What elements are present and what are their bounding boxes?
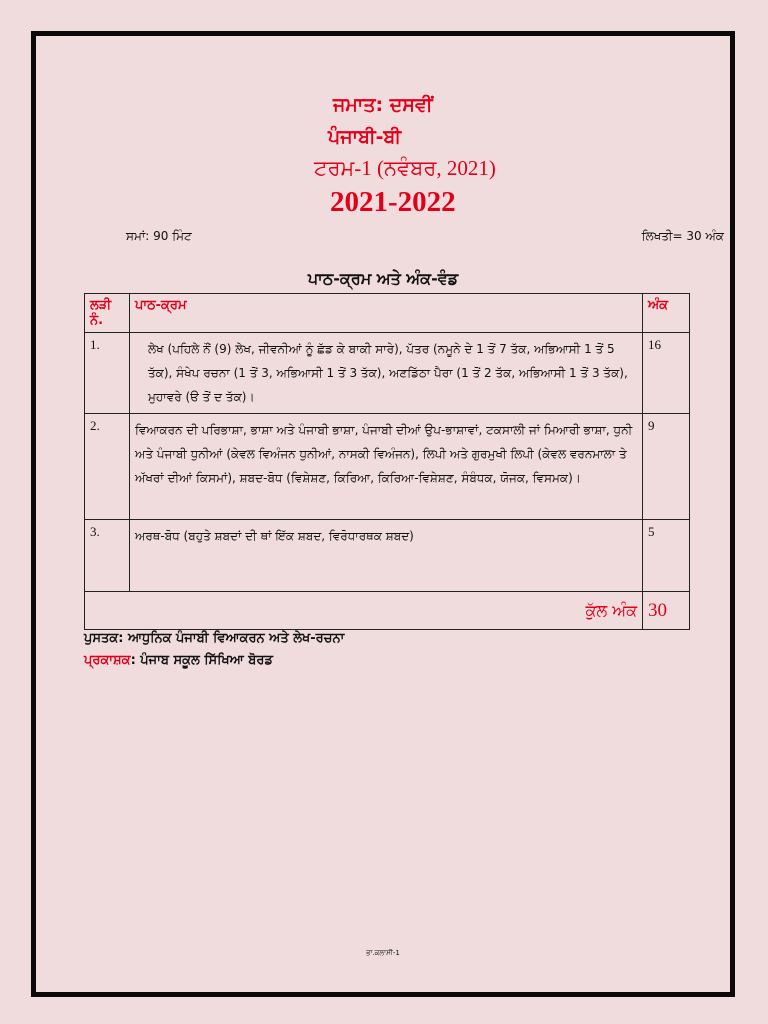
row-marks: 5 — [643, 520, 690, 592]
publisher-label: ਪ੍ਰਕਾਸ਼ਕ — [84, 653, 131, 668]
written-marks: ਲਿਖਤੀ= 30 ਅੰਕ — [641, 229, 724, 243]
table-row — [85, 333, 690, 414]
book-title: : ਆਧੁਨਿਕ ਪੰਜਾਬੀ ਵਿਆਕਰਨ ਅਤੇ ਲੇਖ-ਰਚਨਾ — [118, 631, 345, 646]
row-serial: 1. — [85, 333, 130, 414]
table-row — [85, 520, 690, 592]
publisher-name: : ਪੰਜਾਬ ਸਕੂਲ ਸਿੱਖਿਆ ਬੋਰਡ — [130, 653, 273, 668]
term-heading: ਟਰਮ-1 (ਨਵੰਬਰ, 2021) — [314, 156, 496, 180]
syllabus-table — [84, 293, 690, 630]
book-info — [84, 631, 344, 646]
total-value: 30 — [643, 592, 690, 630]
table-title: ਪਾਠ-ਕ੍ਰਮ ਅਤੇ ਅੰਕ-ਵੰਡ — [307, 269, 459, 288]
row-marks: 16 — [643, 333, 690, 414]
footer-code: ਭਾ.ਕਲਾਸੀ-1 — [366, 949, 400, 957]
row-marks: 9 — [643, 414, 690, 520]
subject-heading: ਪੰਜਾਬੀ-ਬੀ — [328, 126, 402, 148]
time-duration: ਸਮਾਂ: 90 ਮਿੰਟ — [126, 229, 192, 243]
table-row — [85, 414, 690, 520]
class-heading: ਜਮਾਤ: ਦਸਵੀਂ — [333, 94, 433, 116]
table-header-row — [85, 294, 690, 333]
row-content: ਲੇਖ (ਪਹਿਲੇ ਨੌਂ (9) ਲੇਖ, ਜੀਵਨੀਆਂ ਨੂੰ ਛੱਡ ਕੇ ਬਾਕੀ ਸਾਰੇ), ਪੱਤਰ (ਨਮੂਨੇ ਦੇ 1 ਤੋਂ 7 ਤੱਕ, ਅਭਿਆਸੀ 1 ਤੋਂ 5 ਤੱਕ), ਸੰਖੇਪ ਰਚਨਾ (1 ਤੋਂ 3, ਅਭਿਆਸੀ 1 ਤੋਂ 3 ਤੱਕ), ਅਣਡਿੱਠਾ ਪੈਰਾ (1 ਤੋਂ 2 ਤੱਕ, ਅਭਿਆਸੀ 1 ਤੋਂ 3 ਤੱਕ), ਮੁਹਾਵਰੇ (ੳ ਤੋਂ ਦ ਤੱਕ)। — [130, 333, 643, 414]
row-serial: 3. — [85, 520, 130, 592]
header-marks: ਅੰਕ — [643, 294, 690, 333]
total-label: ਕੁੱਲ ਅੰਕ — [85, 592, 643, 630]
year-heading: 2021-2022 — [330, 186, 456, 218]
publisher-info — [84, 653, 273, 668]
document-page — [31, 31, 735, 997]
row-content: ਵਿਆਕਰਨ ਦੀ ਪਰਿਭਾਸ਼ਾ, ਭਾਸ਼ਾ ਅਤੇ ਪੰਜਾਬੀ ਭਾਸ਼ਾ, ਪੰਜਾਬੀ ਦੀਆਂ ਉਪ-ਭਾਸ਼ਾਵਾਂ, ਟਕਸਾਲੀ ਜਾਂ ਮਿਆਰੀ ਭਾਸ਼ਾ, ਧੁਨੀ ਅਤੇ ਪੰਜਾਬੀ ਧੁਨੀਆਂ (ਕੇਵਲ ਵਿਅੰਜਨ ਧੁਨੀਆਂ, ਨਾਸਕੀ ਵਿਅੰਜਨ), ਲਿਪੀ ਅਤੇ ਗੁਰਮੁਖੀ ਲਿਪੀ (ਕੇਵਲ ਵਰਨਮਾਲਾ ਤੇ ਅੱਖਰਾਂ ਦੀਆਂ ਕਿਸਮਾਂ), ਸ਼ਬਦ-ਬੋਧ (ਵਿਸ਼ੇਸ਼ਣ, ਕਿਰਿਆ, ਕਿਰਿਆ-ਵਿਸ਼ੇਸ਼ਣ, ਸੰਬੰਧਕ, ਯੋਜਕ, ਵਿਸਮਕ)। — [130, 414, 643, 520]
header-serial: ਲੜੀ ਨੰ. — [85, 294, 130, 333]
row-serial: 2. — [85, 414, 130, 520]
book-label: ਪੁਸਤਕ — [84, 631, 119, 646]
header-syllabus: ਪਾਠ-ਕ੍ਰਮ — [130, 294, 643, 333]
row-content: ਅਰਥ-ਬੋਧ (ਬਹੁਤੇ ਸ਼ਬਦਾਂ ਦੀ ਥਾਂ ਇੱਕ ਸ਼ਬਦ, ਵਿਰੋਧਾਰਥਕ ਸ਼ਬਦ) — [130, 520, 643, 592]
total-row — [85, 592, 690, 630]
